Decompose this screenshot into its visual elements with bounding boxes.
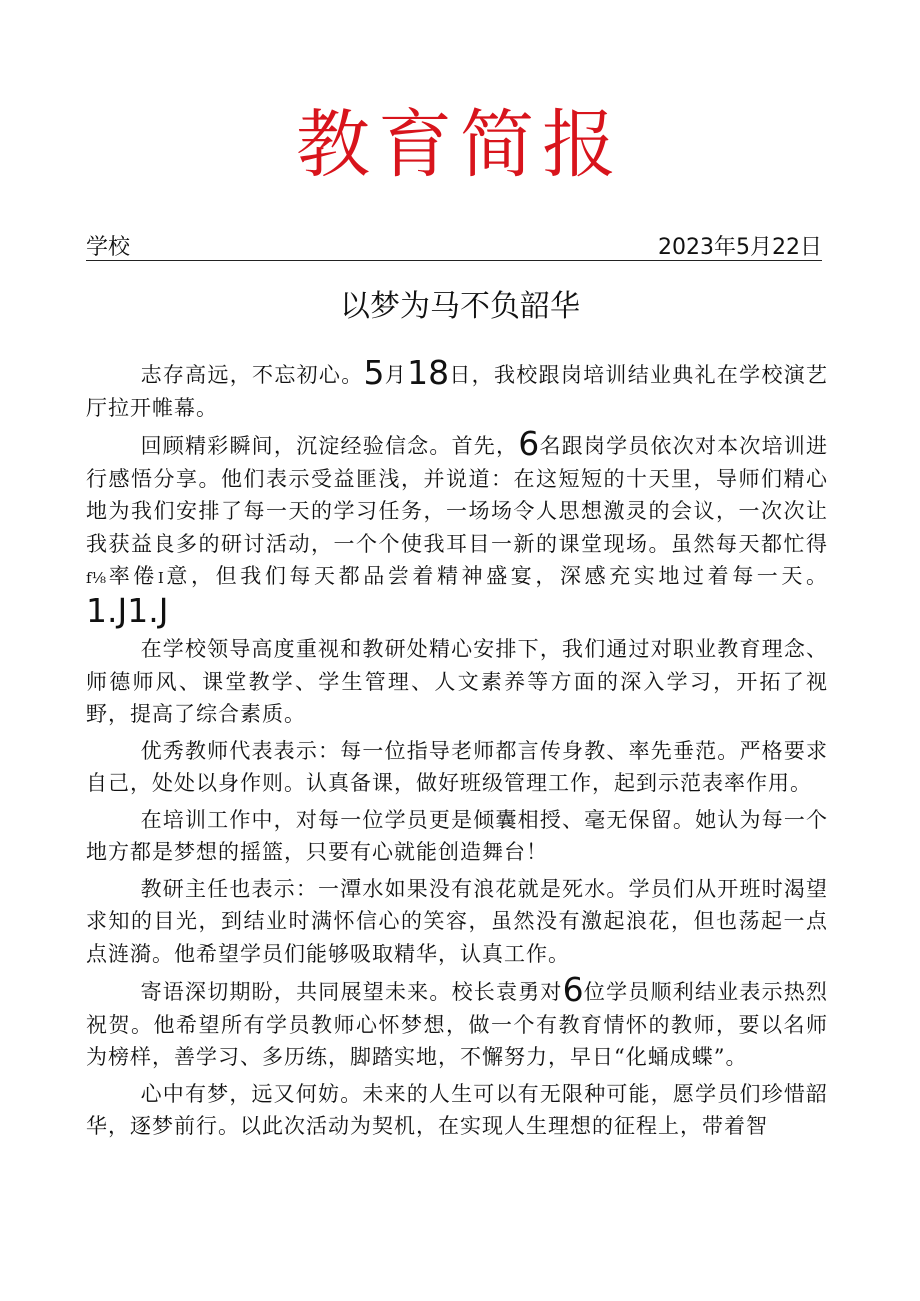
graduate-count: 6 (562, 970, 584, 1009)
ocr-artifact: f⅛ (86, 569, 107, 587)
text-span: 名跟岗学员依次对本次培训进行感悟分享。他们表示受益匪浅，并说道：在这短短的十天里，导师们精心地为我们安排了每一天的学习任务，一场场令人思想激灵的会议，一次次让我获益良多的研讨活动，一个个使我耳目一新的课堂现场。虽然每天都忙得 (86, 434, 829, 556)
text-span: 意，但我们每天都品尝着精神盛宴，深感充实地过着每一天。 (163, 564, 828, 588)
ocr-artifact: I (157, 569, 164, 587)
paragraph-5: 在培训工作中，对每一位学员更是倾囊相授、毫无保留。她认为每一个地方都是梦想的摇篮，只要有心就能创造舞台！ (86, 807, 828, 864)
text-span: 率倦 (106, 564, 158, 588)
paragraph-6: 教研主任也表示：一潭水如果没有浪花就是死水。学员们从开班时渴望求知的目光，到结业时满怀信心的笑容，虽然没有激起浪花，但也荡起一点点涟漪。他希望学员们能够吸取精华，认真工作。 (86, 876, 828, 966)
ocr-artifact: 1.J1.J (86, 590, 169, 630)
newsletter-masthead: 教育简报 (296, 102, 624, 188)
article-headline: 以梦为马不负韶华 (340, 289, 580, 324)
article-body (86, 353, 829, 1147)
paragraph-1 (86, 353, 829, 424)
text-span: 回顾精彩瞬间，沉淀经验信念。首先， (140, 434, 519, 458)
paragraph-3: 在学校领导高度重视和教研处精心安排下，我们通过对职业教育理念、师德师风、课堂教学、学生管理、人文素养等方面的深入学习，开拓了视野，提高了综合素质。 (86, 637, 828, 726)
text-span: 日，我校跟岗培训结业典礼在学校演艺厅拉开帷幕。 (86, 363, 829, 420)
trainee-count: 6 (518, 424, 540, 463)
school-label: 学校 (86, 235, 131, 260)
dateline (86, 228, 822, 261)
issue-date: 2023年5月22日 (658, 235, 822, 260)
month-number: 5 (363, 353, 385, 392)
paragraph-2 (86, 424, 829, 630)
text-span: 寄语深切期盼，共同展望未来。校长袁勇对 (140, 980, 563, 1004)
paragraph-8: 心中有梦，远又何妨。未来的人生可以有无限种可能，愿学员们珍惜韶华，逐梦前行。以此次活动为契机，在实现人生理想的征程上，带着智 (86, 1081, 828, 1138)
text-span: 志存高远，不忘初心。 (140, 363, 364, 387)
day-number: 18 (407, 353, 450, 392)
text-span: 位学员顺利结业表示热烈祝贺。他希望所有学员教师心怀梦想，做一个有教育情怀的教师，要以名师为榜样，善学习、多历练，脚踏实地，不懈努力，早日“化蛹成蝶”。 (86, 980, 829, 1069)
paragraph-4: 优秀教师代表表示：每一位指导老师都言传身教、率先垂范。严格要求自己，处处以身作则。认真备课，做好班级管理工作，起到示范表率作用。 (86, 738, 828, 795)
paragraph-7 (86, 970, 829, 1074)
text-span: 月 (384, 363, 408, 387)
